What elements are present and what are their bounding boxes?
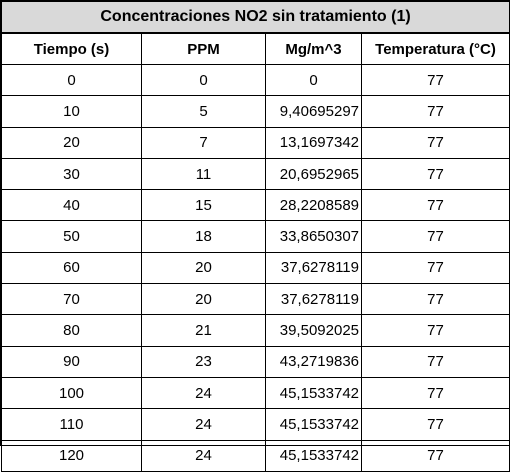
cell-ppm: 24 — [142, 377, 266, 408]
column-header-temperatura: Temperatura (°C) — [362, 33, 510, 65]
cell-tiempo: 0 — [2, 65, 142, 96]
table-row — [2, 346, 510, 377]
cell-ppm: 18 — [142, 221, 266, 252]
cell-temperatura: 77 — [362, 440, 510, 471]
cell-temperatura: 77 — [362, 346, 510, 377]
cell-temperatura: 77 — [362, 284, 510, 315]
table-row — [2, 190, 510, 221]
cell-temperatura: 77 — [362, 96, 510, 127]
cell-mg-m3: 28,2208589 — [266, 190, 362, 221]
table-row — [2, 221, 510, 252]
cell-tiempo: 50 — [2, 221, 142, 252]
cell-temperatura: 77 — [362, 252, 510, 283]
cell-ppm: 11 — [142, 158, 266, 189]
cell-ppm: 15 — [142, 190, 266, 221]
column-header-tiempo: Tiempo (s) — [2, 33, 142, 65]
cell-ppm: 21 — [142, 315, 266, 346]
cell-ppm: 24 — [142, 440, 266, 471]
cell-tiempo: 100 — [2, 377, 142, 408]
cell-temperatura: 77 — [362, 377, 510, 408]
cell-mg-m3: 13,1697342 — [266, 127, 362, 158]
table-row — [2, 96, 510, 127]
cell-mg-m3: 37,6278119 — [266, 284, 362, 315]
cell-mg-m3: 39,5092025 — [266, 315, 362, 346]
cell-temperatura: 77 — [362, 65, 510, 96]
cell-tiempo: 120 — [2, 440, 142, 471]
cell-temperatura: 77 — [362, 221, 510, 252]
cell-mg-m3: 43,2719836 — [266, 346, 362, 377]
cell-ppm: 5 — [142, 96, 266, 127]
cell-mg-m3: 37,6278119 — [266, 252, 362, 283]
cell-temperatura: 77 — [362, 158, 510, 189]
table-row — [2, 440, 510, 471]
cell-ppm: 7 — [142, 127, 266, 158]
cell-tiempo: 80 — [2, 315, 142, 346]
cell-ppm: 23 — [142, 346, 266, 377]
cell-tiempo: 20 — [2, 127, 142, 158]
table-row — [2, 315, 510, 346]
cell-temperatura: 77 — [362, 315, 510, 346]
cell-temperatura: 77 — [362, 127, 510, 158]
cell-mg-m3: 0 — [266, 65, 362, 96]
cell-mg-m3: 45,1533742 — [266, 409, 362, 440]
cell-tiempo: 90 — [2, 346, 142, 377]
cell-temperatura: 77 — [362, 409, 510, 440]
table-row — [2, 284, 510, 315]
table-row — [2, 252, 510, 283]
cell-tiempo: 30 — [2, 158, 142, 189]
cell-tiempo: 70 — [2, 284, 142, 315]
table-row — [2, 127, 510, 158]
table-row — [2, 158, 510, 189]
cell-tiempo: 110 — [2, 409, 142, 440]
cell-tiempo: 60 — [2, 252, 142, 283]
table-title: Concentraciones NO2 sin tratamiento (1) — [2, 2, 510, 34]
no2-concentration-table — [1, 1, 510, 472]
cell-ppm: 24 — [142, 409, 266, 440]
table-row — [2, 409, 510, 440]
column-header-mg-m3: Mg/m^3 — [266, 33, 362, 65]
cell-mg-m3: 45,1533742 — [266, 440, 362, 471]
table-row — [2, 377, 510, 408]
cell-mg-m3: 20,6952965 — [266, 158, 362, 189]
cell-mg-m3: 45,1533742 — [266, 377, 362, 408]
cell-ppm: 20 — [142, 284, 266, 315]
cell-ppm: 0 — [142, 65, 266, 96]
cell-tiempo: 40 — [2, 190, 142, 221]
column-header-ppm: PPM — [142, 33, 266, 65]
cell-ppm: 20 — [142, 252, 266, 283]
cell-temperatura: 77 — [362, 190, 510, 221]
cell-mg-m3: 9,40695297 — [266, 96, 362, 127]
table-row — [2, 65, 510, 96]
cell-tiempo: 10 — [2, 96, 142, 127]
cell-mg-m3: 33,8650307 — [266, 221, 362, 252]
